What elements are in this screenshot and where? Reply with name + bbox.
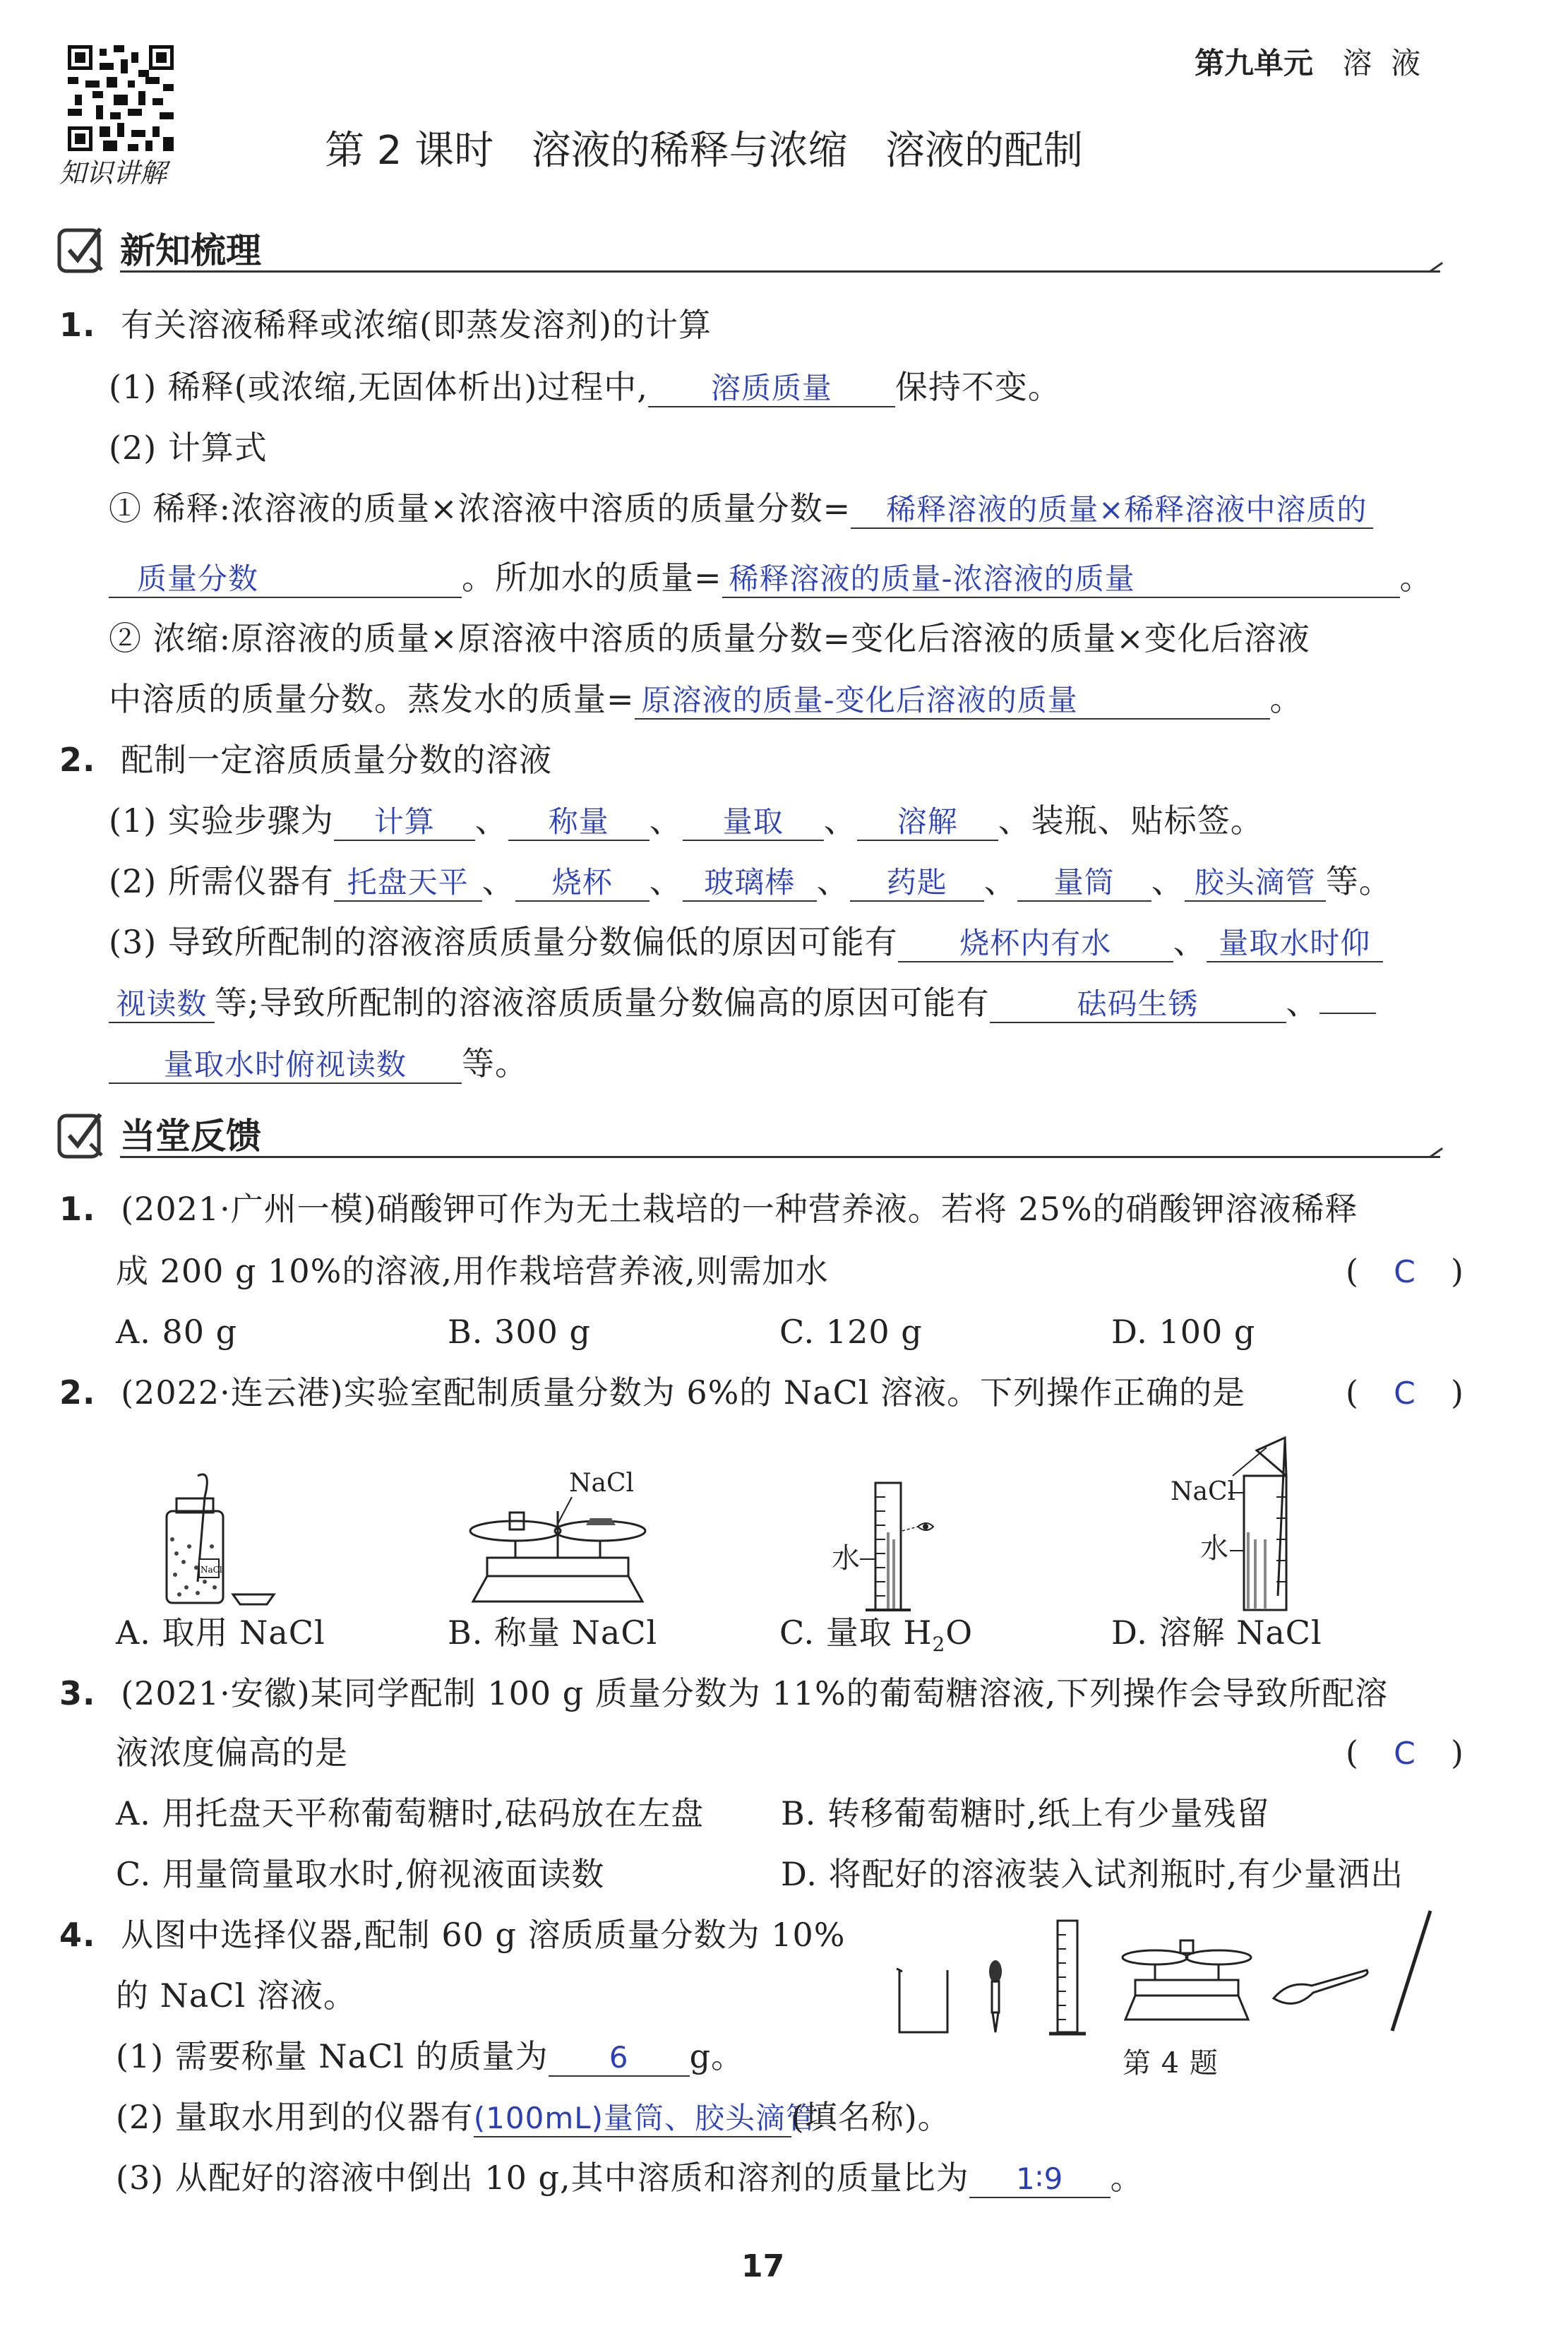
subscript: 2 xyxy=(932,1633,946,1657)
handwritten-choice: C xyxy=(1394,1736,1416,1772)
answer-blank[interactable] xyxy=(1017,864,1151,902)
option-b[interactable]: B. 称量 NaCl xyxy=(448,1614,658,1652)
feedback-q4-line1 xyxy=(59,1914,845,1956)
section-title: 当堂反馈 xyxy=(120,1116,261,1157)
check-pen-icon xyxy=(56,1109,110,1162)
option-a[interactable]: A. 80 g xyxy=(116,1313,238,1351)
answer-blank[interactable] xyxy=(722,560,1400,598)
section-title: 新知梳理 xyxy=(120,230,261,271)
handwritten-choice: C xyxy=(1394,1376,1416,1412)
question-text: (2022·连云港)实验室配制质量分数为 6%的 NaCl 溶液。下列操作正确的是 xyxy=(121,1373,1246,1412)
knowledge-q1-2b-line2 xyxy=(109,678,1303,720)
handwritten-answer: 6 xyxy=(609,2040,629,2075)
balance-icon xyxy=(1123,1940,1251,2020)
handwritten-answer: 视读数 xyxy=(116,986,208,1021)
knowledge-q2-3-line2: 视读数 等;导致所配制的溶液溶质质量分数偏高的原因可能有 砝码生锈 、 xyxy=(109,982,1376,1024)
handwritten-answer: 量取水时仰 xyxy=(1219,926,1371,960)
knowledge-q1-2: (2) 计算式 xyxy=(109,429,268,467)
answer-blank[interactable] xyxy=(508,803,650,841)
prompt-text: (1) 稀释(或浓缩,无固体析出)过程中, xyxy=(109,368,648,406)
knowledge-q1-2a-line1 xyxy=(109,487,1373,530)
option-a[interactable]: A. 用托盘天平称葡萄糖时,砝码放在左盘 xyxy=(116,1794,705,1832)
answer-blank[interactable] xyxy=(334,864,482,902)
handwritten-answer: 质量分数 xyxy=(137,561,259,596)
feedback-q4-2 xyxy=(116,2096,951,2138)
knowledge-q2-2: (2) 所需仪器有 托盘天平 、 烧杯 、 玻璃棒 、 药匙 、 量筒 、 胶头滴管 等。 xyxy=(109,862,1392,900)
prompt-text: (3) 从配好的溶液中倒出 10 g,其中溶质和溶剂的质量比为 xyxy=(116,2159,969,2197)
handwritten-answer: 药匙 xyxy=(886,865,947,900)
figure-label: NaCl xyxy=(201,1565,222,1575)
lesson-title: 第 2 课时 溶液的稀释与浓缩 溶液的配制 xyxy=(325,128,1084,174)
answer-bracket[interactable]: ( C ) xyxy=(1346,1734,1464,1772)
feedback-q1-line2: 成 200 g 10%的溶液,用作栽培营养液,则需加水 xyxy=(116,1252,829,1290)
unit-number: 第九单元 xyxy=(1195,46,1314,80)
handwritten-answer: (100mL)量筒、胶头滴管 xyxy=(473,2101,817,2135)
measuring-cylinder-icon xyxy=(1049,1921,1086,2034)
handwritten-answer: 稀释溶液的质量-浓溶液的质量 xyxy=(729,561,1135,596)
prompt-text: 等;导致所配制的溶液溶质质量分数偏高的原因可能有 xyxy=(215,984,990,1022)
figure-label: NaCl xyxy=(1171,1477,1236,1506)
answer-blank[interactable] xyxy=(898,924,1173,962)
handwritten-answer: 称量 xyxy=(548,804,609,839)
feedback-q4-line2: 的 NaCl 溶液。 xyxy=(116,1976,357,2015)
figure-measure-water xyxy=(826,1476,953,1631)
prompt-text: (2) 所需仪器有 xyxy=(109,862,334,900)
option-c[interactable]: C. 120 g xyxy=(779,1313,923,1351)
prompt-text: (填名称)。 xyxy=(791,2098,951,2136)
handwritten-answer: 砝码生锈 xyxy=(1077,986,1199,1021)
handwritten-answer: 烧杯 xyxy=(551,865,613,900)
knowledge-q1-1 xyxy=(109,366,1061,408)
answer-bracket[interactable]: ( C ) xyxy=(1346,1373,1464,1412)
handwritten-answer: 原溶液的质量-变化后溶液的质量 xyxy=(641,683,1078,717)
handwritten-answer: 稀释溶液的质量×稀释溶液中溶质的 xyxy=(886,492,1367,527)
prompt-text: 。 xyxy=(1269,680,1303,718)
feedback-q4-3 xyxy=(116,2157,1144,2199)
question-number: 1. xyxy=(59,306,96,344)
question-title: 有关溶液稀释或浓缩(即蒸发溶剂)的计算 xyxy=(121,306,712,344)
question-text: 从图中选择仪器,配制 60 g 溶质质量分数为 10% xyxy=(121,1916,846,1954)
figure-label: 水 xyxy=(1200,1532,1228,1565)
answer-blank[interactable] xyxy=(334,803,475,841)
answer-blank[interactable] xyxy=(549,2039,690,2077)
answer-blank[interactable] xyxy=(850,864,984,902)
check-pen-icon xyxy=(56,223,110,277)
figure-take-nacl xyxy=(155,1469,297,1610)
section-rule xyxy=(120,270,1440,273)
handwritten-answer: 托盘天平 xyxy=(347,865,469,900)
page-number: 17 xyxy=(741,2248,785,2284)
option-d[interactable]: D. 100 g xyxy=(1111,1313,1256,1351)
feedback-q3-line2: 液浓度偏高的是 xyxy=(116,1734,348,1772)
question-number: 3. xyxy=(59,1674,96,1712)
answer-blank[interactable] xyxy=(635,681,1270,720)
question-title: 配制一定溶质质量分数的溶液 xyxy=(121,741,553,779)
answer-blank[interactable] xyxy=(683,803,824,841)
answer-bracket[interactable]: ( C ) xyxy=(1346,1252,1464,1290)
question-text: (2021·广州一模)硝酸钾可作为无土栽培的一种营养液。若将 25%的硝酸钾溶液稀释 xyxy=(121,1190,1358,1228)
answer-blank[interactable] xyxy=(1207,924,1383,962)
option-c[interactable] xyxy=(779,1611,973,1666)
option-d[interactable]: D. 将配好的溶液装入试剂瓶时,有少量洒出 xyxy=(781,1855,1404,1893)
prompt-text: (2) 量取水用到的仪器有 xyxy=(116,2098,474,2136)
question-number: 1. xyxy=(59,1190,96,1228)
answer-blank[interactable] xyxy=(990,985,1286,1023)
prompt-text: (3) 导致所配制的溶液溶质质量分数偏低的原因可能有 xyxy=(109,923,898,961)
prompt-text: 。 xyxy=(1399,559,1433,597)
section-feedback xyxy=(56,1106,1440,1169)
prompt-text: 、装瓶、贴标签。 xyxy=(998,801,1264,840)
answer-blank[interactable] xyxy=(851,491,1373,529)
question-number: 4. xyxy=(59,1916,96,1954)
handwritten-answer: 烧杯内有水 xyxy=(959,926,1112,960)
prompt-text: 等。 xyxy=(1325,862,1392,900)
answer-blank[interactable] xyxy=(109,560,462,598)
feedback-q3-line1 xyxy=(59,1672,1388,1714)
feedback-q4-1 xyxy=(116,2035,744,2077)
answer-blank[interactable] xyxy=(1319,1013,1376,1014)
figure-label: NaCl xyxy=(569,1469,635,1498)
option-d[interactable]: D. 溶解 NaCl xyxy=(1111,1614,1322,1652)
option-c[interactable]: C. 用量筒量取水时,俯视液面读数 xyxy=(116,1855,605,1893)
dropper-icon xyxy=(989,1960,1002,2032)
answer-blank[interactable] xyxy=(1185,864,1326,902)
option-c-tail: O xyxy=(945,1614,974,1652)
option-b[interactable]: B. 300 g xyxy=(448,1313,591,1351)
prompt-text: 保持不变。 xyxy=(894,368,1061,406)
figure-caption: 第 4 题 xyxy=(1123,2047,1219,2080)
glass-rod-icon xyxy=(1392,1911,1430,2031)
option-c-text: C. 量取 H xyxy=(779,1614,933,1652)
unit-topic: 溶 液 xyxy=(1342,46,1421,80)
handwritten-answer: 溶质质量 xyxy=(710,371,832,405)
figure-q4-instruments xyxy=(890,1907,1440,2041)
answer-blank[interactable] xyxy=(648,369,895,407)
figure-dissolve-nacl xyxy=(1165,1433,1320,1631)
option-a[interactable]: A. 取用 NaCl xyxy=(116,1614,325,1652)
knowledge-q2-1: (1) 实验步骤为 计算 、 称量 、 量取 、 溶解 、装瓶、贴标签。 xyxy=(109,801,1264,840)
question-number: 2. xyxy=(59,741,96,779)
question-number: 2. xyxy=(59,1373,96,1412)
handwritten-answer: 计算 xyxy=(373,804,435,839)
answer-blank[interactable] xyxy=(515,864,650,902)
prompt-text: 中溶质的质量分数。蒸发水的质量= xyxy=(109,680,635,718)
handwritten-answer: 溶解 xyxy=(897,804,958,839)
section-new-knowledge xyxy=(56,220,1440,284)
feedback-q2-line1 xyxy=(59,1371,1245,1414)
answer-blank[interactable] xyxy=(109,1046,462,1084)
qr-code[interactable] xyxy=(68,45,174,151)
figure-label: 水 xyxy=(832,1542,860,1575)
handwritten-choice: C xyxy=(1394,1254,1416,1290)
prompt-text: (1) 实验步骤为 xyxy=(109,801,334,840)
qr-label: 知识讲解 xyxy=(59,157,167,189)
unit-label xyxy=(1195,44,1420,83)
answer-blank[interactable] xyxy=(969,2160,1111,2198)
feedback-q1-line1 xyxy=(59,1188,1358,1230)
answer-blank[interactable] xyxy=(683,864,817,902)
question-text: (2021·安徽)某同学配制 100 g 质量分数为 11%的葡萄糖溶液,下列操作会导致所配溶 xyxy=(121,1674,1389,1712)
answer-blank[interactable] xyxy=(857,803,998,841)
option-b[interactable]: B. 转移葡萄糖时,纸上有少量残留 xyxy=(781,1794,1270,1832)
knowledge-q1-2a-line2 xyxy=(109,556,1433,599)
prompt-text: g。 xyxy=(689,2037,745,2075)
knowledge-q1-2b-line1: ② 浓缩:原溶液的质量×原溶液中溶质的质量分数=变化后溶液的质量×变化后溶液 xyxy=(109,619,1310,657)
handwritten-answer: 1∶9 xyxy=(1015,2161,1064,2196)
knowledge-q2-3-line1: (3) 导致所配制的溶液溶质质量分数偏低的原因可能有 烧杯内有水 、 量取水时仰 xyxy=(109,921,1383,963)
prompt-text: 。 xyxy=(1110,2159,1144,2197)
handwritten-answer: 量取 xyxy=(722,804,784,839)
prompt-text: ① 稀释:浓溶液的质量×浓溶液中溶质的质量分数= xyxy=(109,489,851,527)
prompt-text: (1) 需要称量 NaCl 的质量为 xyxy=(116,2037,549,2075)
knowledge-q2 xyxy=(59,739,552,781)
prompt-text: 等。 xyxy=(462,1044,528,1082)
handwritten-answer: 胶头滴管 xyxy=(1194,865,1316,900)
knowledge-q1 xyxy=(59,304,712,346)
prompt-text: 。所加水的质量= xyxy=(462,559,722,597)
handwritten-answer: 量取水时俯视读数 xyxy=(163,1047,407,1082)
spatula-icon xyxy=(1274,1970,1367,2003)
knowledge-q2-3-line3 xyxy=(109,1042,528,1085)
figure-weigh-nacl xyxy=(459,1469,664,1617)
handwritten-answer: 玻璃棒 xyxy=(704,865,796,900)
answer-blank[interactable] xyxy=(109,985,215,1023)
answer-blank[interactable] xyxy=(473,2099,817,2137)
section-rule xyxy=(120,1156,1440,1158)
handwritten-answer: 量筒 xyxy=(1053,865,1115,900)
beaker-icon xyxy=(899,1970,947,2032)
